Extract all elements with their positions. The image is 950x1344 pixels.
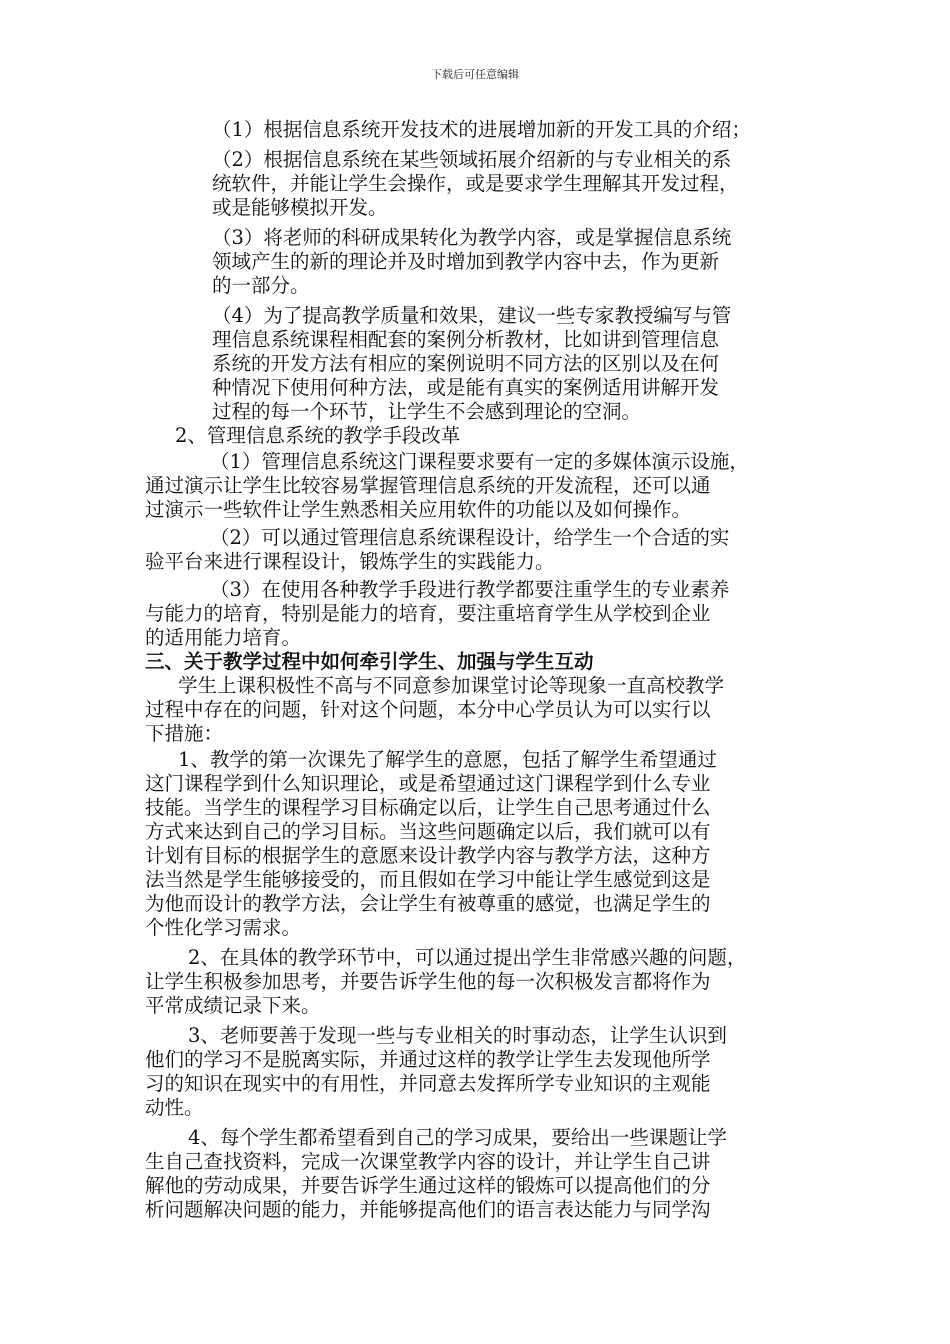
text-line: （1）根据信息系统开发技术的进展增加新的开发工具的介绍；: [212, 118, 751, 141]
text-line: 学生上课积极性不高与不同意参加课堂讨论等现象一直高校教学: [178, 674, 725, 697]
text-line: 计划有目标的根据学生的意愿来设计教学内容与教学方法，这种方: [145, 844, 711, 867]
text-line: 过程的每一个环节，让学生不会感到理论的空洞。: [212, 400, 642, 423]
text-line: 的一部分。: [212, 274, 310, 297]
section-heading: 三、关于教学过程中如何牵引学生、加强与学生互动: [145, 650, 594, 673]
text-line: 他们的学习不是脱离实际，并通过这样的教学让学生去发现他所学: [145, 1048, 711, 1071]
text-line: 过演示一些软件让学生熟悉相关应用软件的功能以及如何操作。: [145, 498, 692, 521]
text-line: 为他而设计的教学方法，会让学生有被尊重的感觉，也满足学生的: [145, 892, 711, 915]
text-line: 2、管理信息系统的教学手段改革: [175, 424, 461, 447]
text-line: 下措施：: [145, 722, 224, 745]
text-line: 动性。: [145, 1096, 204, 1119]
text-line: 3、老师要善于发现一些与专业相关的时事动态，让学生认识到: [188, 1024, 727, 1047]
text-line: 1、教学的第一次课先了解学生的意愿，包括了解学生希望通过: [178, 748, 717, 771]
text-line: 2、在具体的教学环节中，可以通过提出学生非常感兴趣的问题，: [188, 946, 747, 969]
text-line: 让学生积极参加思考，并要告诉学生他的每一次积极发言都将作为: [145, 970, 711, 993]
page-header: 下载后可任意编辑: [431, 68, 519, 81]
text-line: （3）将老师的科研成果转化为教学内容，或是掌握信息系统: [212, 226, 732, 249]
text-line: （2）根据信息系统在某些领域拓展介绍新的与专业相关的系: [212, 148, 732, 171]
text-line: 与能力的培育，特别是能力的培育，要注重培育学生从学校到企业: [145, 602, 711, 625]
text-line: 或是能够模拟开发。: [212, 196, 388, 219]
text-line: 理信息系统课程相配套的案例分析教材，比如讲到管理信息: [212, 328, 720, 351]
text-line: 习的知识在现实中的有用性，并同意去发挥所学专业知识的主观能: [145, 1072, 711, 1095]
text-line: 生自己查找资料，完成一次课堂教学内容的设计，并让学生自己讲: [145, 1150, 711, 1173]
text-line: 个性化学习需求。: [145, 916, 302, 939]
text-line: 解他的劳动成果，并要告诉学生通过这样的锻炼可以提高他们的分: [145, 1174, 711, 1197]
text-line: 统软件，并能让学生会操作，或是要求学生理解其开发过程，: [212, 172, 739, 195]
text-line: （3）在使用各种教学手段进行教学都要注重学生的专业素养: [210, 578, 730, 601]
text-line: 技能。当学生的课程学习目标确定以后，让学生自己思考通过什么: [145, 796, 711, 819]
text-line: （4）为了提高教学质量和效果，建议一些专家教授编写与管: [212, 304, 732, 327]
text-line: 平常成绩记录下来。: [145, 994, 321, 1017]
text-line: 验平台来进行课程设计，锻炼学生的实践能力。: [145, 550, 555, 573]
text-line: 系统的开发方法有相应的案例说明不同方法的区别以及在何: [212, 352, 720, 375]
text-line: 4、每个学生都希望看到自己的学习成果，要给出一些课题让学: [188, 1126, 727, 1149]
text-line: 领域产生的新的理论并及时增加到教学内容中去，作为更新: [212, 250, 720, 273]
text-line: （2）可以通过管理信息系统课程设计，给学生一个合适的实: [210, 526, 730, 549]
text-line: 种情况下使用何种方法，或是能有真实的案例适用讲解开发: [212, 376, 720, 399]
text-line: 这门课程学到什么知识理论，或是希望通过这门课程学到什么专业: [145, 772, 711, 795]
text-line: 法当然是学生能够接受的，而且假如在学习中能让学生感觉到这是: [145, 868, 711, 891]
text-line: 方式来达到自己的学习目标。当这些问题确定以后，我们就可以有: [145, 820, 711, 843]
text-line: 通过演示让学生比较容易掌握管理信息系统的开发流程，还可以通: [145, 474, 711, 497]
text-line: 的适用能力培育。: [145, 626, 302, 649]
text-line: 析问题解决问题的能力，并能够提高他们的语言表达能力与同学沟: [145, 1198, 711, 1221]
text-line: 过程中存在的问题，针对这个问题，本分中心学员认为可以实行以: [145, 698, 711, 721]
text-line: （1）管理信息系统这门课程要求要有一定的多媒体演示设施，: [210, 450, 749, 473]
